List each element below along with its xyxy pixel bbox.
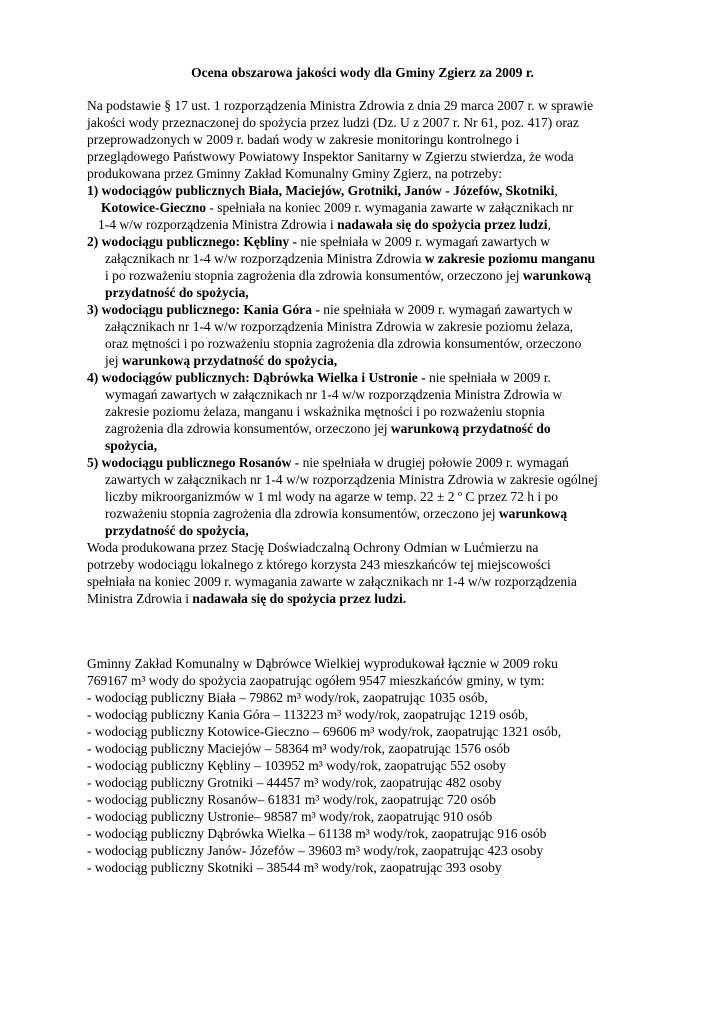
item-2-line: i po rozważeniu stopnia zagrożenia dla zdrowia konsumentów, orzeczono jej warunkową [105, 268, 592, 283]
item-4-line: wymagań zawartych w załącznikach nr 1-4 w/w rozporządzenia Ministra Zdrowia w [105, 387, 563, 402]
production-list-item: - wodociąg publiczny Janów- Józefów – 39603 m³ wody/rok, zaopatrując 423 osoby [87, 843, 544, 858]
item-5-line: przydatność do spożycia, [105, 523, 249, 538]
production-list-item: - wodociąg publiczny Skotniki – 38544 m³ wody/rok, zaopatrując 393 osoby [87, 860, 502, 875]
item-5-line: 5) wodociągu publicznego Rosanów - nie spełniała w drugiej połowie 2009 r. wymagań [87, 455, 569, 470]
item-2-heading: 2) wodociągu publicznego: Kębliny - [87, 234, 298, 249]
item-1-line: 1-4 w/w rozporządzenia Ministra Zdrowia i nadawała się do spożycia przez ludzi, [98, 217, 551, 232]
production-list-item: - wodociąg publiczny Kębliny – 103952 m³ wody/rok, zaopatrując 552 osoby [87, 758, 507, 773]
item-2-line: 2) wodociągu publicznego: Kębliny - nie spełniała w 2009 r. wymagań zawartych w [87, 234, 551, 249]
production-intro-line: Gminny Zakład Komunalny w Dąbrówce Wielkiej wyprodukował łącznie w 2009 roku [87, 656, 558, 671]
production-list-item: - wodociąg publiczny Ustronie– 98587 m³ wody/rok, zaopatrując 910 osób [87, 809, 493, 824]
production-list-item: - wodociąg publiczny Kotowice-Gieczno – 69606 m³ wody/rok, zaopatrując 1321 osób, [87, 724, 562, 739]
item-3-line: jej warunkową przydatność do spożycia, [105, 353, 338, 368]
intro-line: przeglądowego Państwowy Powiatowy Inspektor Sanitarny w Zgierzu stwierdza, że woda [87, 149, 574, 164]
closing-line: potrzeby wodociągu lokalnego z którego korzysta 243 mieszkańców tej miejscowości [87, 557, 551, 572]
item-3-line: 3) wodociągu publicznego: Kania Góra - nie spełniała w 2009 r. wymagań zawartych w [87, 302, 573, 317]
item-1-line: 1) wodociągów publicznych Biała, Maciejów, Grotniki, Janów - Józefów, Skotniki, [87, 183, 558, 198]
production-list-item: - wodociąg publiczny Kania Góra – 113223 m³ wody/rok, zaopatrując 1219 osób, [87, 707, 529, 722]
production-intro-line: 769167 m³ wody do spożycia zaopatrując ogółem 9547 mieszkańców gminy, w tym: [87, 673, 545, 688]
item-4-line: spożycia, [105, 438, 158, 453]
item-4-line: zakresie poziomu żelaza, manganu i wskaźnika mętności i po rozważeniu stopnia [105, 404, 545, 419]
production-list-item: - wodociąg publiczny Dąbrówka Wielka – 61138 m³ wody/rok, zaopatrując 916 osób [87, 826, 547, 841]
item-4-line: 4) wodociągów publicznych: Dąbrówka Wielka i Ustronie - nie spełniała w 2009 r. [87, 370, 551, 385]
production-list-item: - wodociąg publiczny Maciejów – 58364 m³ wody/rok, zaopatrując 1576 osób [87, 741, 510, 756]
item-1-heading: 1) wodociągów publicznych Biała, Maciejów, Grotniki, Janów - Józefów, Skotniki [87, 183, 555, 198]
item-4-line: zagrożenia dla zdrowia konsumentów, orzeczono jej warunkową przydatność do [105, 421, 551, 436]
production-list-item: - wodociąg publiczny Biała – 79862 m³ wody/rok, zaopatrując 1035 osób, [87, 690, 488, 705]
item-5-heading: 5) wodociągu publicznego Rosanów - [87, 455, 300, 470]
item-5-line: zawartych w załącznikach nr 1-4 w/w rozporządzenia Ministra Zdrowia w zakresie ogólnej [105, 472, 598, 487]
production-list-item: - wodociąg publiczny Rosanów– 61831 m³ wody/rok, zaopatrując 720 osób [87, 792, 496, 807]
closing-line: spełniała na koniec 2009 r. wymagania zawarte w załącznikach nr 1-4 w/w rozporządzenia [87, 574, 577, 589]
closing-line: Ministra Zdrowia i nadawała się do spożycia przez ludzi. [87, 591, 407, 606]
production-list-item: - wodociąg publiczny Grotniki – 44457 m³ wody/rok, zaopatrując 482 osoby [87, 775, 502, 790]
item-3-line: załącznikach nr 1-4 w/w rozporządzenia Ministra Zdrowia w zakresie poziomu żelaza, [105, 319, 574, 334]
item-2-line: przydatność do spożycia, [105, 285, 249, 300]
intro-line: produkowana przez Gminny Zakład Komunalny Gminy Zgierz, na potrzeby: [87, 166, 502, 181]
item-5-line: liczby mikroorganizmów w 1 ml wody na agarze w temp. 22 ± 2 º C przez 72 h i po [105, 489, 558, 504]
intro-line: Na podstawie § 17 ust. 1 rozporządzenia Ministra Zdrowia z dnia 29 marca 2007 r. w sprawie [87, 98, 594, 113]
intro-line: przeprowadzonych w 2009 r. badań wody w zakresie monitoringu kontrolnego i [87, 132, 520, 147]
item-2-line: załącznikach nr 1-4 w/w rozporządzenia Ministra Zdrowia w zakresie poziomu manganu [105, 251, 596, 266]
document-title: Ocena obszarowa jakości wody dla Gminy Zgierz za 2009 r. [191, 65, 534, 80]
item-1-line: Kotowice-Gieczno - spełniała na koniec 2009 r. wymagania zawarte w załącznikach nr [101, 200, 574, 215]
intro-line: jakości wody przeznaczonej do spożycia przez ludzi (Dz. U z 2007 r. Nr 61, poz. 417) oraz [87, 115, 579, 130]
item-5-line: rozważeniu stopnia zagrożenia dla zdrowia konsumentów, orzeczono jej warunkową [105, 506, 568, 521]
item-3-line: oraz mętności i po rozważeniu stopnia zagrożenia dla zdrowia konsumentów, orzeczono [105, 336, 582, 351]
item-3-heading: 3) wodociągu publicznego: Kania Góra - [87, 302, 320, 317]
item-4-heading: 4) wodociągów publicznych: Dąbrówka Wielka i Ustronie - [87, 370, 426, 385]
closing-line: Woda produkowana przez Stację Doświadczalną Ochrony Odmian w Lućmierzu na [87, 540, 539, 555]
